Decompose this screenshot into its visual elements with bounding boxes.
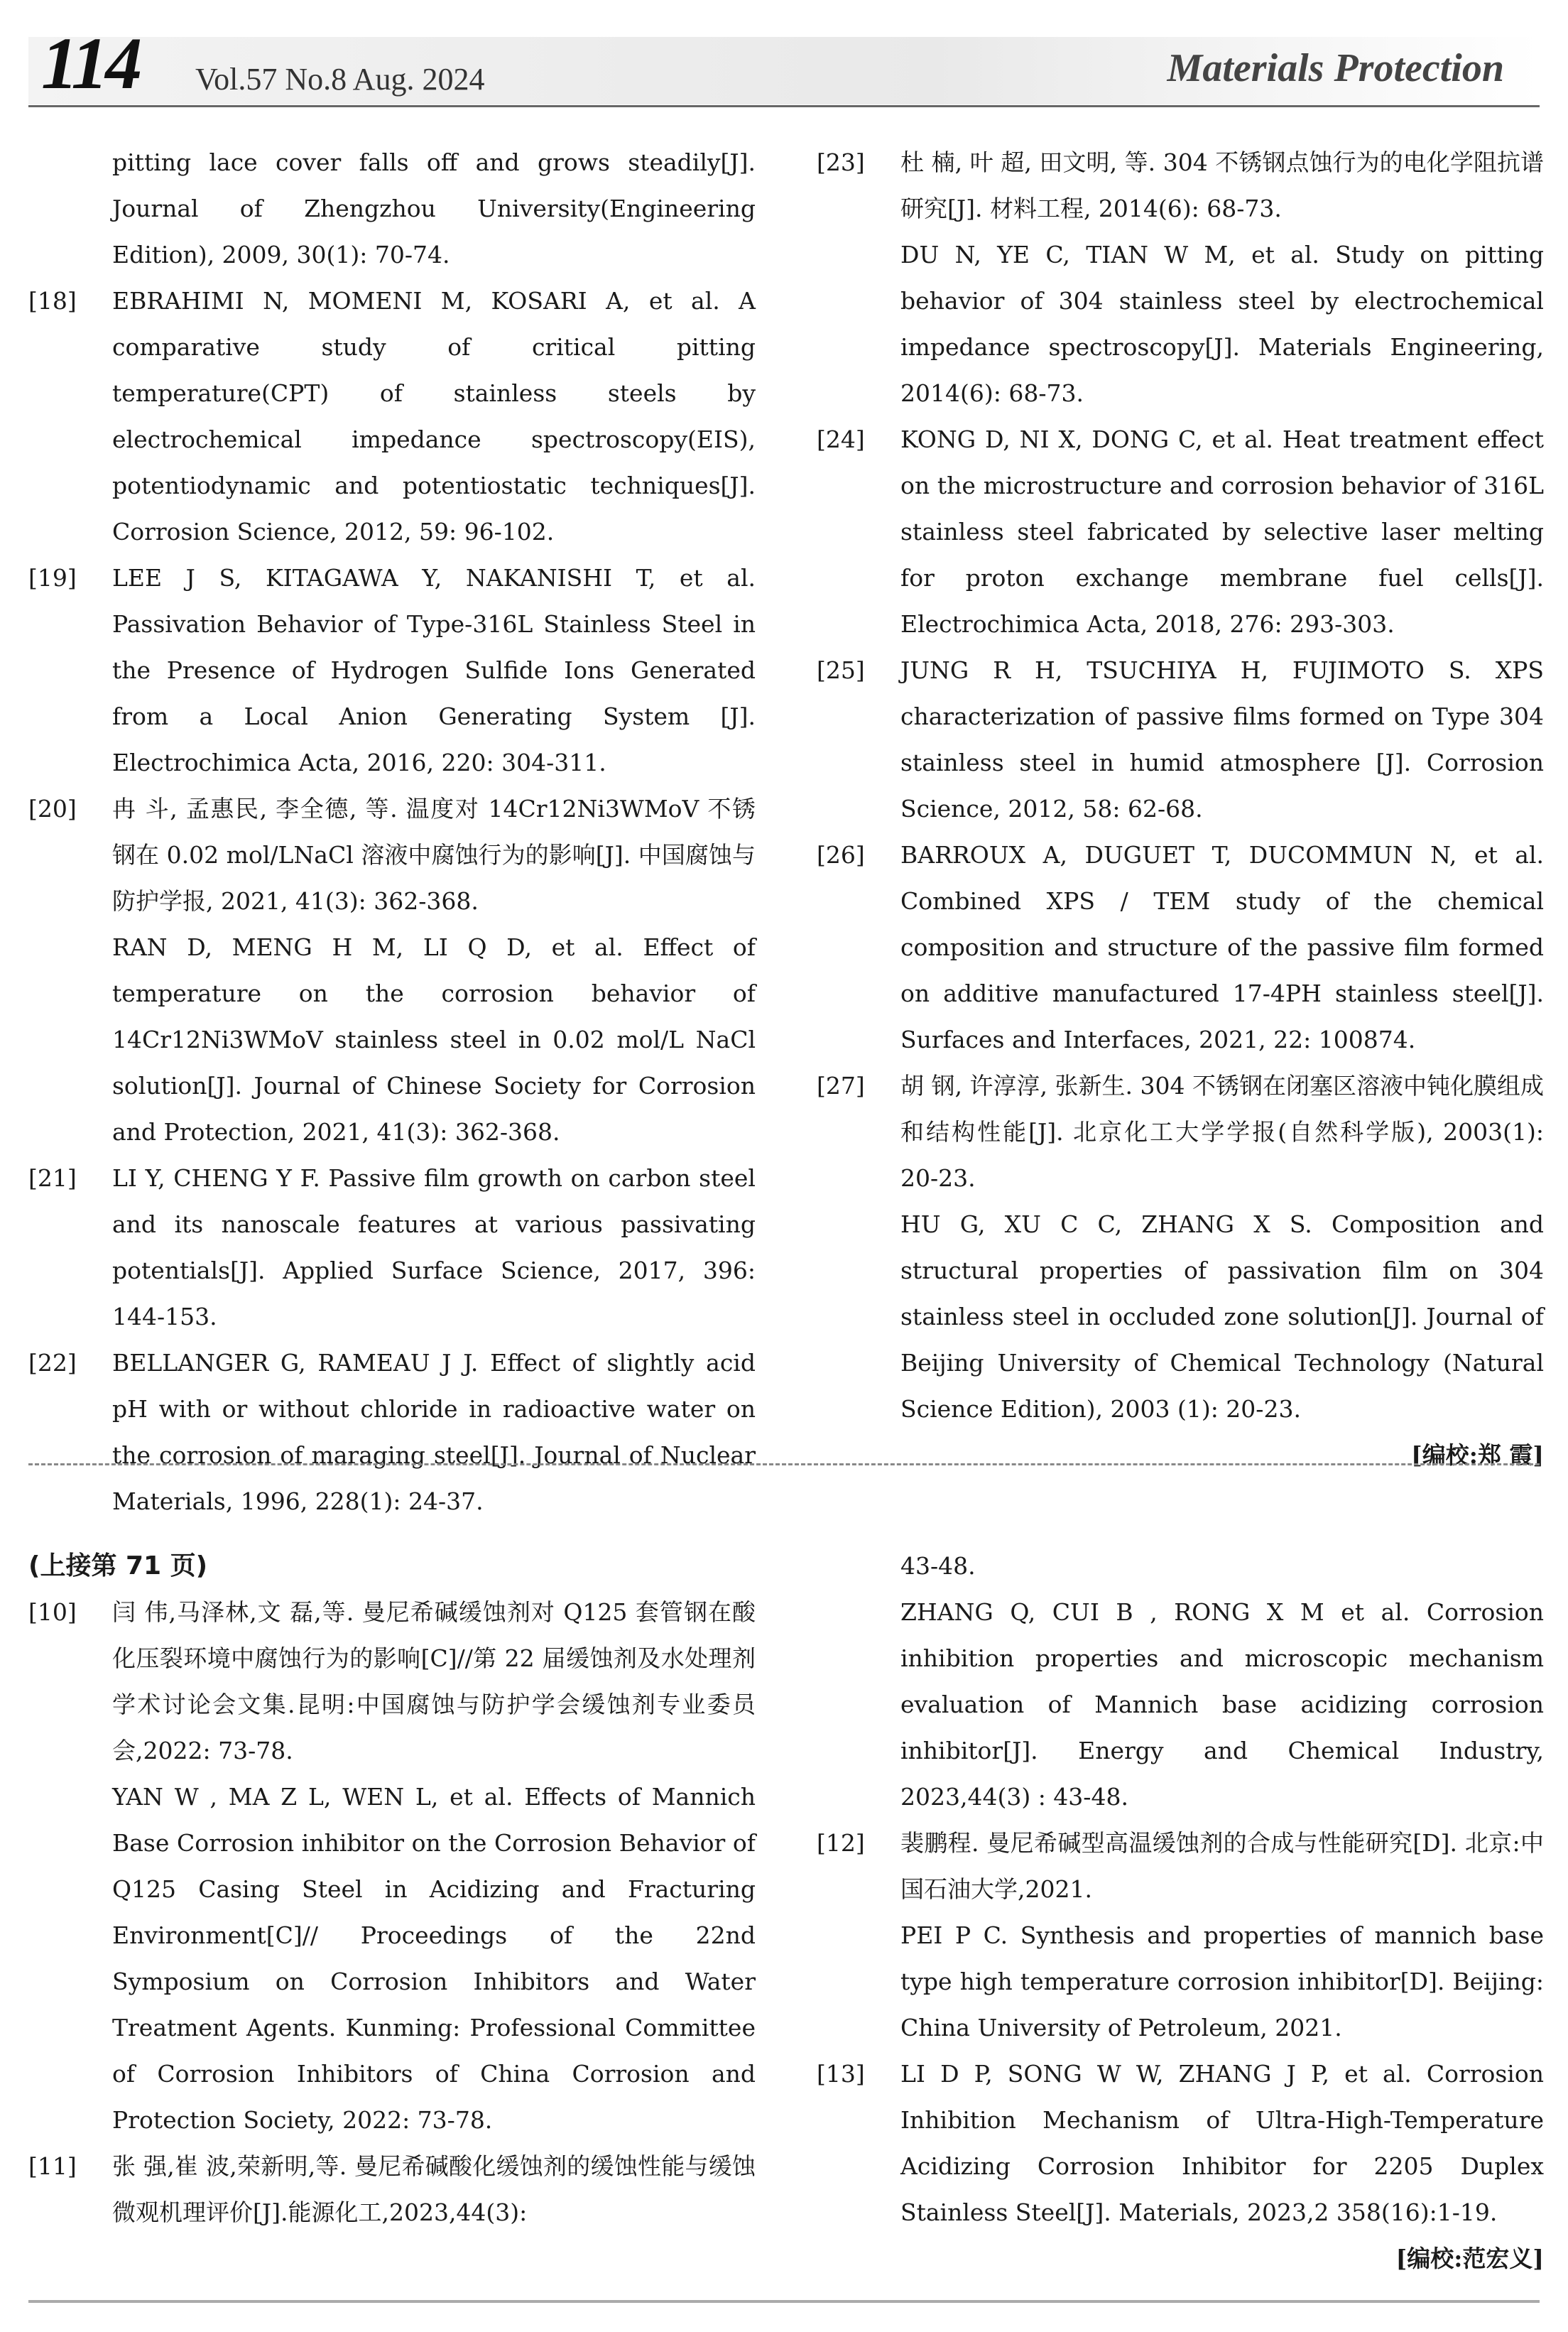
reference-number: [18] bbox=[28, 287, 77, 315]
bottom-right-column bbox=[817, 1543, 1544, 2282]
top-left-column bbox=[28, 139, 756, 1524]
reference-26 bbox=[817, 832, 1544, 1063]
page-number: 114 bbox=[41, 23, 140, 104]
reference-text: KONG D, NI X, DONG C, et al. Heat treatment effect on the microstructure and corrosion behavior of 316L stainless steel fabricated by selective laser melting for proton exchange membrane fuel cells[J]. Electrochimica Acta, 2018, 276: 293-303. bbox=[900, 425, 1544, 638]
reference-text-en: PEI P C. Synthesis and properties of mannich base type high temperature corrosion inhibitor[D]. Beijing: China University of Petroleum, 2021. bbox=[900, 1921, 1544, 2041]
reference-text-en: RAN D, MENG H M, LI Q D, et al. Effect of temperature on the corrosion behavior of 14Cr12Ni3WMoV stainless steel in 0.02 mol/L NaCl solution[J]. Journal of Chinese Society for Corrosion and Protection, 2021, 41(3): 362-368. bbox=[112, 933, 756, 1146]
top-right-column bbox=[817, 139, 1544, 1478]
reference-number: [10] bbox=[28, 1598, 77, 1626]
reference-number: [24] bbox=[817, 425, 865, 453]
reference-text: JUNG R H, TSUCHIYA H, FUJIMOTO S. XPS characterization of passive films formed on Type 304 stainless steel in humid atmosphere [J]. Corrosion Science, 2012, 58: 62-68. bbox=[900, 656, 1544, 823]
reference-20 bbox=[28, 786, 756, 1155]
reference-text: pitting lace cover falls off and grows steadily[J]. Journal of Zhengzhou University(Engineering Edition), 2009, 30(1): 70-74. bbox=[112, 148, 756, 269]
reference-number: [13] bbox=[817, 2060, 865, 2088]
reference-text-en: HU G, XU C C, ZHANG X S. Composition and structural properties of passivation film on 304 stainless steel in occluded zone solution[J]. Journal of Beijing University of Chemical Technology (Natural Science Edition), 2003 (1): 20-23. bbox=[900, 1210, 1544, 1423]
reference-text-zh: 冉 斗, 孟惠民, 李全德, 等. 温度对 14Cr12Ni3WMoV 不锈钢在 0.02 mol/LNaCl 溶液中腐蚀行为的影响[J]. 中国腐蚀与防护学报, 2021, 41(3): 362-368. bbox=[112, 795, 756, 915]
editor-credit: [编校:范宏义] bbox=[1395, 2245, 1544, 2272]
reference-text: EBRAHIMI N, MOMENI M, KOSARI A, et al. A comparative study of critical pitting temperature(CPT) of stainless steels by electrochemical impedance spectroscopy(EIS), potentiodynamic and potentiostatic techniques[J]. Corrosion Science, 2012, 59: 96-102. bbox=[112, 287, 756, 546]
reference-10 bbox=[28, 1589, 756, 2143]
reference-continuation bbox=[28, 139, 756, 278]
reference-text-en: DU N, YE C, TIAN W M, et al. Study on pitting behavior of 304 stainless steel by electrochemical impedance spectroscopy[J]. Materials Engineering, 2014(6): 68-73. bbox=[900, 241, 1544, 407]
reference-number: [21] bbox=[28, 1164, 77, 1192]
reference-text: BARROUX A, DUGUET T, DUCOMMUN N, et al. Combined XPS / TEM study of the chemical composition and structure of the passive film formed on additive manufactured 17-4PH stainless steel[J]. Surfaces and Interfaces, 2021, 22: 100874. bbox=[900, 841, 1544, 1053]
reference-text: LEE J S, KITAGAWA Y, NAKANISHI T, et al. Passivation Behavior of Type-316L Stainless Steel in the Presence of Hydrogen Sulfide Ions Generated from a Local Anion Generating System [J]. Electrochimica Acta, 2016, 220: 304-311. bbox=[112, 564, 756, 776]
reference-23 bbox=[817, 139, 1544, 416]
reference-21 bbox=[28, 1155, 756, 1340]
reference-number: [20] bbox=[28, 795, 77, 823]
reference-number: [12] bbox=[817, 1829, 865, 1857]
reference-22 bbox=[28, 1340, 756, 1524]
journal-name: Materials Protection bbox=[1167, 46, 1504, 90]
reference-text: LI D P, SONG W W, ZHANG J P, et al. Corrosion Inhibition Mechanism of Ultra-High-Temperature Acidizing Corrosion Inhibitor for 2205 Duplex Stainless Steel[J]. Materials, 2023,2 358(16):1-19. bbox=[900, 2060, 1544, 2226]
section-separator bbox=[28, 1463, 1540, 1465]
reference-number: [22] bbox=[28, 1349, 77, 1377]
reference-continuation-en bbox=[817, 1589, 1544, 1820]
reference-13 bbox=[817, 2051, 1544, 2282]
reference-12 bbox=[817, 1820, 1544, 2051]
reference-text-zh: 闫 伟,马泽林,文 磊,等. 曼尼希碱缓蚀剂对 Q125 套管钢在酸化压裂环境中腐蚀行为的影响[C]//第 22 届缓蚀剂及水处理剂学术讨论会文集.昆明:中国腐蚀与防护学会缓蚀剂专业委员会,2022: 73-78. bbox=[112, 1598, 756, 1764]
reference-text-zh: 裴鹏程. 曼尼希碱型高温缓蚀剂的合成与性能研究[D]. 北京:中国石油大学,2021. bbox=[900, 1829, 1544, 1903]
reference-18 bbox=[28, 278, 756, 555]
reference-continuation: 43-48. bbox=[900, 1552, 976, 1580]
reference-25 bbox=[817, 647, 1544, 832]
reference-text-zh: 张 强,崔 波,荣新明,等. 曼尼希碱酸化缓蚀剂的缓蚀性能与缓蚀微观机理评价[J].能源化工,2023,44(3): bbox=[112, 2152, 756, 2226]
reference-number: [27] bbox=[817, 1072, 865, 1100]
bottom-rule bbox=[28, 2300, 1540, 2303]
reference-number: [23] bbox=[817, 148, 865, 176]
reference-27 bbox=[817, 1063, 1544, 1478]
reference-text-en: YAN W , MA Z L, WEN L, et al. Effects of Mannich Base Corrosion inhibitor on the Corrosion Behavior of Q125 Casing Steel in Acidizing and Fracturing Environment[C]// Proceedings of the 22nd Symposium on Corrosion Inhibitors and Water Treatment Agents. Kunming: Professional Committee of Corrosion Inhibitors of China Corrosion and Protection Society, 2022: 73-78. bbox=[112, 1783, 756, 2134]
reference-number: [26] bbox=[817, 841, 865, 869]
reference-number: [19] bbox=[28, 564, 77, 592]
reference-number: [11] bbox=[28, 2152, 77, 2180]
reference-number: [25] bbox=[817, 656, 865, 684]
bottom-left-column bbox=[28, 1543, 756, 2235]
reference-19 bbox=[28, 555, 756, 786]
issue-info: Vol.57 No.8 Aug. 2024 bbox=[195, 62, 485, 97]
reference-text: LI Y, CHENG Y F. Passive film growth on carbon steel and its nanoscale features at various passivating potentials[J]. Applied Surface Science, 2017, 396: 144-153. bbox=[112, 1164, 756, 1330]
reference-text-zh: 胡 钢, 许淳淳, 张新生. 304 不锈钢在闭塞区溶液中钝化膜组成和结构性能[J]. 北京化工大学学报(自然科学版), 2003(1): 20-23. bbox=[900, 1072, 1544, 1192]
reference-11 bbox=[28, 2143, 756, 2235]
reference-24 bbox=[817, 416, 1544, 647]
continued-from-label: (上接第 71 页) bbox=[28, 1551, 208, 1580]
reference-text: BELLANGER G, RAMEAU J J. Effect of slightly acid pH with or without chloride in radioactive water on the corrosion of maraging steel[J]. Journal of Nuclear Materials, 1996, 228(1): 24-37. bbox=[112, 1349, 756, 1515]
reference-text-zh: 杜 楠, 叶 超, 田文明, 等. 304 不锈钢点蚀行为的电化学阻抗谱研究[J]. 材料工程, 2014(6): 68-73. bbox=[900, 148, 1544, 222]
reference-text-en: ZHANG Q, CUI B , RONG X M et al. Corrosion inhibition properties and microscopic mechanism evaluation of Mannich base acidizing corrosion inhibitor[J]. Energy and Chemical Industry, 2023,44(3) : 43-48. bbox=[900, 1598, 1544, 1811]
header-rule bbox=[28, 105, 1540, 107]
editor-credit: [编校:郑 霞] bbox=[1411, 1441, 1544, 1469]
